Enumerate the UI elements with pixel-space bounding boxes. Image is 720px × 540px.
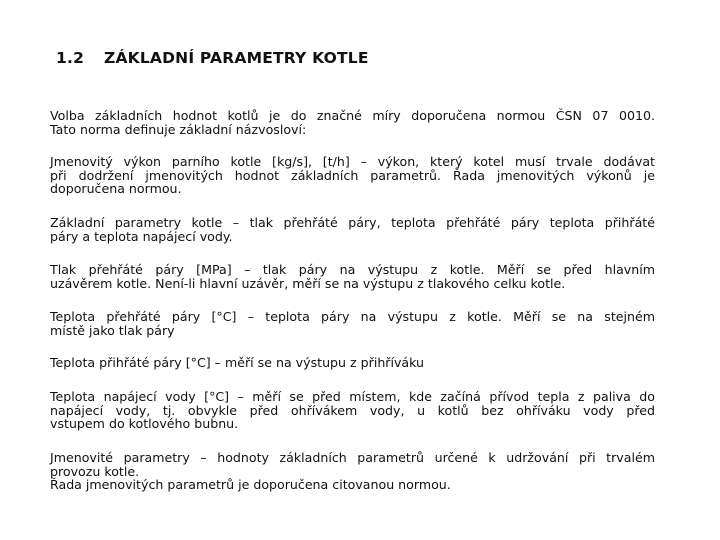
paragraph-feedwater-temperature xyxy=(50,390,655,431)
paragraph-basic-parameters xyxy=(50,216,655,243)
section-heading xyxy=(56,49,369,67)
paragraph-reheated-temperature xyxy=(50,356,655,370)
text-line: vstupem do kotlového bubnu. xyxy=(50,416,239,432)
text-line: Základní parametry kotle – tlak přehřáté páry, teplota přehřáté páry teplota přihřáté xyxy=(50,215,655,230)
paragraph-intro xyxy=(50,109,655,136)
text-line: uzávěrem kotle. Není-li hlavní uzávěr, měří se na výstupu z tlakového celku kotle. xyxy=(50,275,566,291)
text-line: doporučena normou. xyxy=(50,181,182,197)
text-line: Teplota přihřáté páry [°C] – měří se na výstupu z přihříváku xyxy=(50,355,425,370)
text-line: místě jako tlak páry xyxy=(50,322,175,338)
paragraph-rated-output xyxy=(50,155,655,196)
text-line: Tlak přehřáté páry [MPa] – tlak páry na výstupu z kotle. Měří se před hlavním xyxy=(50,262,655,277)
section-number: 1.2 xyxy=(56,49,85,67)
text-line: napájecí vody, tj. obvykle před ohřívákem vody, u kotlů bez ohříváku vody před xyxy=(50,402,655,418)
text-line: Teplota napájecí vody [°C] – měří se před místem, kde začíná přívod tepla z paliva do xyxy=(50,389,655,404)
text-line: páry a teplota napájecí vody. xyxy=(50,228,233,244)
text-line: při dodržení jmenovitých hodnot základních parametrů. Řada jmenovitých výkonů je xyxy=(50,167,655,183)
text-line: provozu kotle. xyxy=(50,463,140,479)
paragraph-superheated-temperature xyxy=(50,310,655,337)
section-title: ZÁKLADNÍ PARAMETRY KOTLE xyxy=(104,49,369,67)
text-line: Volba základních hodnot kotlů je do značné míry doporučena normou ČSN 07 0010. xyxy=(50,108,655,123)
text-line: Teplota přehřáté páry [°C] – teplota páry na výstupu z kotle. Měří se na stejném xyxy=(50,309,655,324)
text-line: Tato norma definuje základní názvosloví: xyxy=(50,121,307,137)
text-line: Jmenovité parametry – hodnoty základních parametrů určené k udržování při trvalém xyxy=(50,450,655,465)
paragraph-steam-pressure xyxy=(50,263,655,290)
text-line: Řada jmenovitých parametrů je doporučena citovanou normou. xyxy=(50,477,451,493)
text-line: Jmenovitý výkon parního kotle [kg/s], [t/h] – výkon, který kotel musí trvale dodávat xyxy=(50,154,655,169)
paragraph-rated-parameters xyxy=(50,451,655,492)
